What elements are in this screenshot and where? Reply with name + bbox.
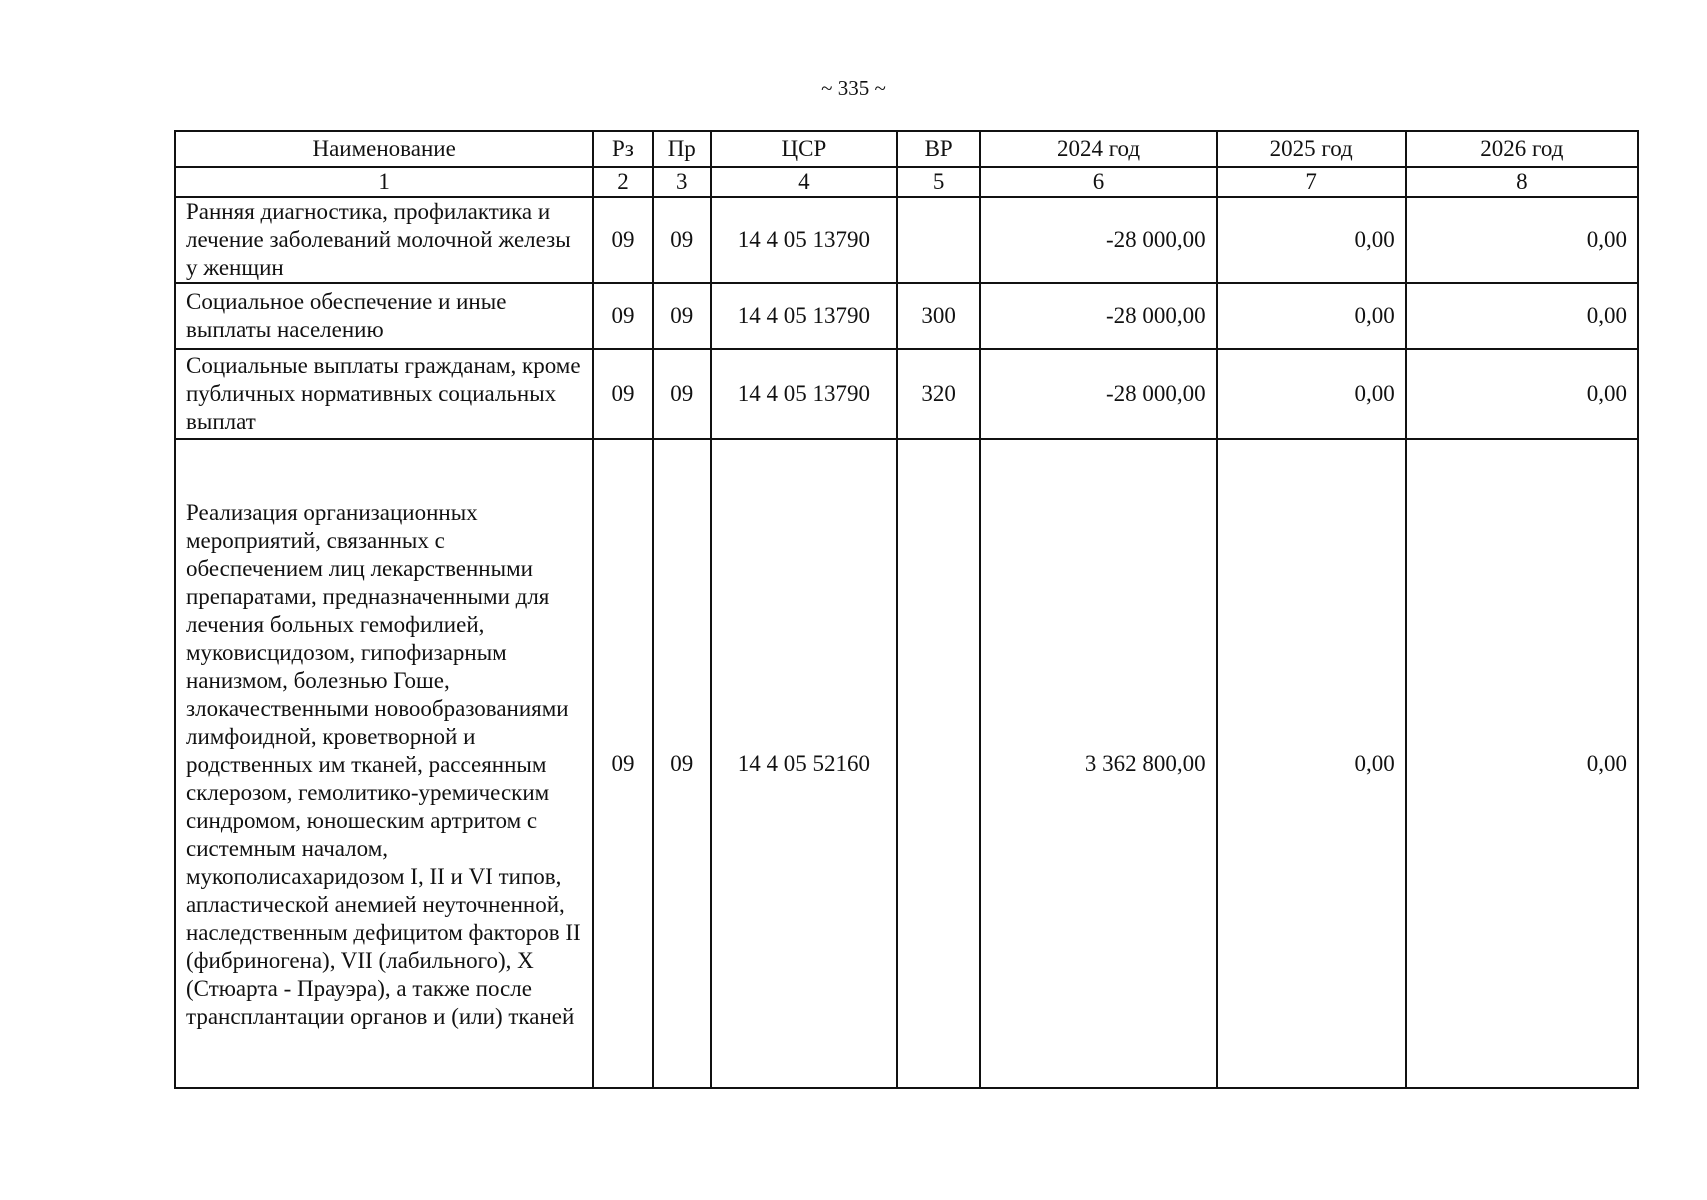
header-2026: 2026 год bbox=[1406, 131, 1638, 167]
amount-2026-cell: 0,00 bbox=[1406, 197, 1638, 283]
amount-2025-cell: 0,00 bbox=[1217, 439, 1406, 1088]
rz-cell: 09 bbox=[593, 349, 652, 439]
header-rz: Рз bbox=[593, 131, 652, 167]
pr-cell: 09 bbox=[653, 283, 711, 349]
rz-cell: 09 bbox=[593, 283, 652, 349]
vr-cell: 300 bbox=[897, 283, 980, 349]
header-pr: Пр bbox=[653, 131, 711, 167]
header-row bbox=[175, 131, 1638, 167]
column-number: 8 bbox=[1406, 167, 1638, 197]
table-row bbox=[175, 439, 1638, 1088]
column-number: 2 bbox=[593, 167, 652, 197]
header-name: Наименование bbox=[175, 131, 593, 167]
rz-cell: 09 bbox=[593, 197, 652, 283]
table-row bbox=[175, 349, 1638, 439]
page-number: ~ 335 ~ bbox=[821, 76, 886, 100]
column-number: 7 bbox=[1217, 167, 1406, 197]
header-2024: 2024 год bbox=[980, 131, 1216, 167]
vr-cell bbox=[897, 197, 980, 283]
amount-2025-cell: 0,00 bbox=[1217, 197, 1406, 283]
header-vr: ВР bbox=[897, 131, 980, 167]
amount-2026-cell: 0,00 bbox=[1406, 283, 1638, 349]
amount-2024-cell: -28 000,00 bbox=[980, 349, 1216, 439]
pr-cell: 09 bbox=[653, 197, 711, 283]
amount-2024-cell: -28 000,00 bbox=[980, 197, 1216, 283]
column-number: 6 bbox=[980, 167, 1216, 197]
header-csr: ЦСР bbox=[711, 131, 897, 167]
vr-cell: 320 bbox=[897, 349, 980, 439]
rz-cell: 09 bbox=[593, 439, 652, 1088]
column-number: 3 bbox=[653, 167, 711, 197]
column-number: 1 bbox=[175, 167, 593, 197]
pr-cell: 09 bbox=[653, 349, 711, 439]
budget-table bbox=[174, 130, 1639, 1089]
row-name-cell: Ранняя диагностика, профилактика и лечение заболеваний молочной железы у женщин bbox=[175, 197, 593, 283]
column-number-row bbox=[175, 167, 1638, 197]
csr-cell: 14 4 05 13790 bbox=[711, 197, 897, 283]
amount-2026-cell: 0,00 bbox=[1406, 349, 1638, 439]
csr-cell: 14 4 05 52160 bbox=[711, 439, 897, 1088]
amount-2025-cell: 0,00 bbox=[1217, 349, 1406, 439]
amount-2024-cell: 3 362 800,00 bbox=[980, 439, 1216, 1088]
table-row bbox=[175, 283, 1638, 349]
amount-2024-cell: -28 000,00 bbox=[980, 283, 1216, 349]
header-2025: 2025 год bbox=[1217, 131, 1406, 167]
column-number: 5 bbox=[897, 167, 980, 197]
row-name-cell: Социальное обеспечение и иные выплаты населению bbox=[175, 283, 593, 349]
csr-cell: 14 4 05 13790 bbox=[711, 283, 897, 349]
csr-cell: 14 4 05 13790 bbox=[711, 349, 897, 439]
column-number: 4 bbox=[711, 167, 897, 197]
vr-cell bbox=[897, 439, 980, 1088]
row-name-cell: Реализация организационных мероприятий, связанных с обеспечением лиц лекарственными препаратами, предназначенными для лечения больных гемофилией, муковисцидозом, гипофизарным нанизмом, болезнью Гоше, злокачественными новообразованиями лимфоидной, кроветворной и родственных им тканей, рассеянным склерозом, гемолитико-уремическим синдромом, юношеским артритом с системным началом, мукополисахаридозом I, II и VI типов, апластической анемией неуточненной, наследственным дефицитом факторов II (фибриногена), VII (лабильного), X (Стюарта - Прауэра), а также после трансплантации органов и (или) тканей bbox=[175, 439, 593, 1088]
amount-2025-cell: 0,00 bbox=[1217, 283, 1406, 349]
table-row bbox=[175, 197, 1638, 283]
row-name-cell: Социальные выплаты гражданам, кроме публичных нормативных социальных выплат bbox=[175, 349, 593, 439]
amount-2026-cell: 0,00 bbox=[1406, 439, 1638, 1088]
pr-cell: 09 bbox=[653, 439, 711, 1088]
